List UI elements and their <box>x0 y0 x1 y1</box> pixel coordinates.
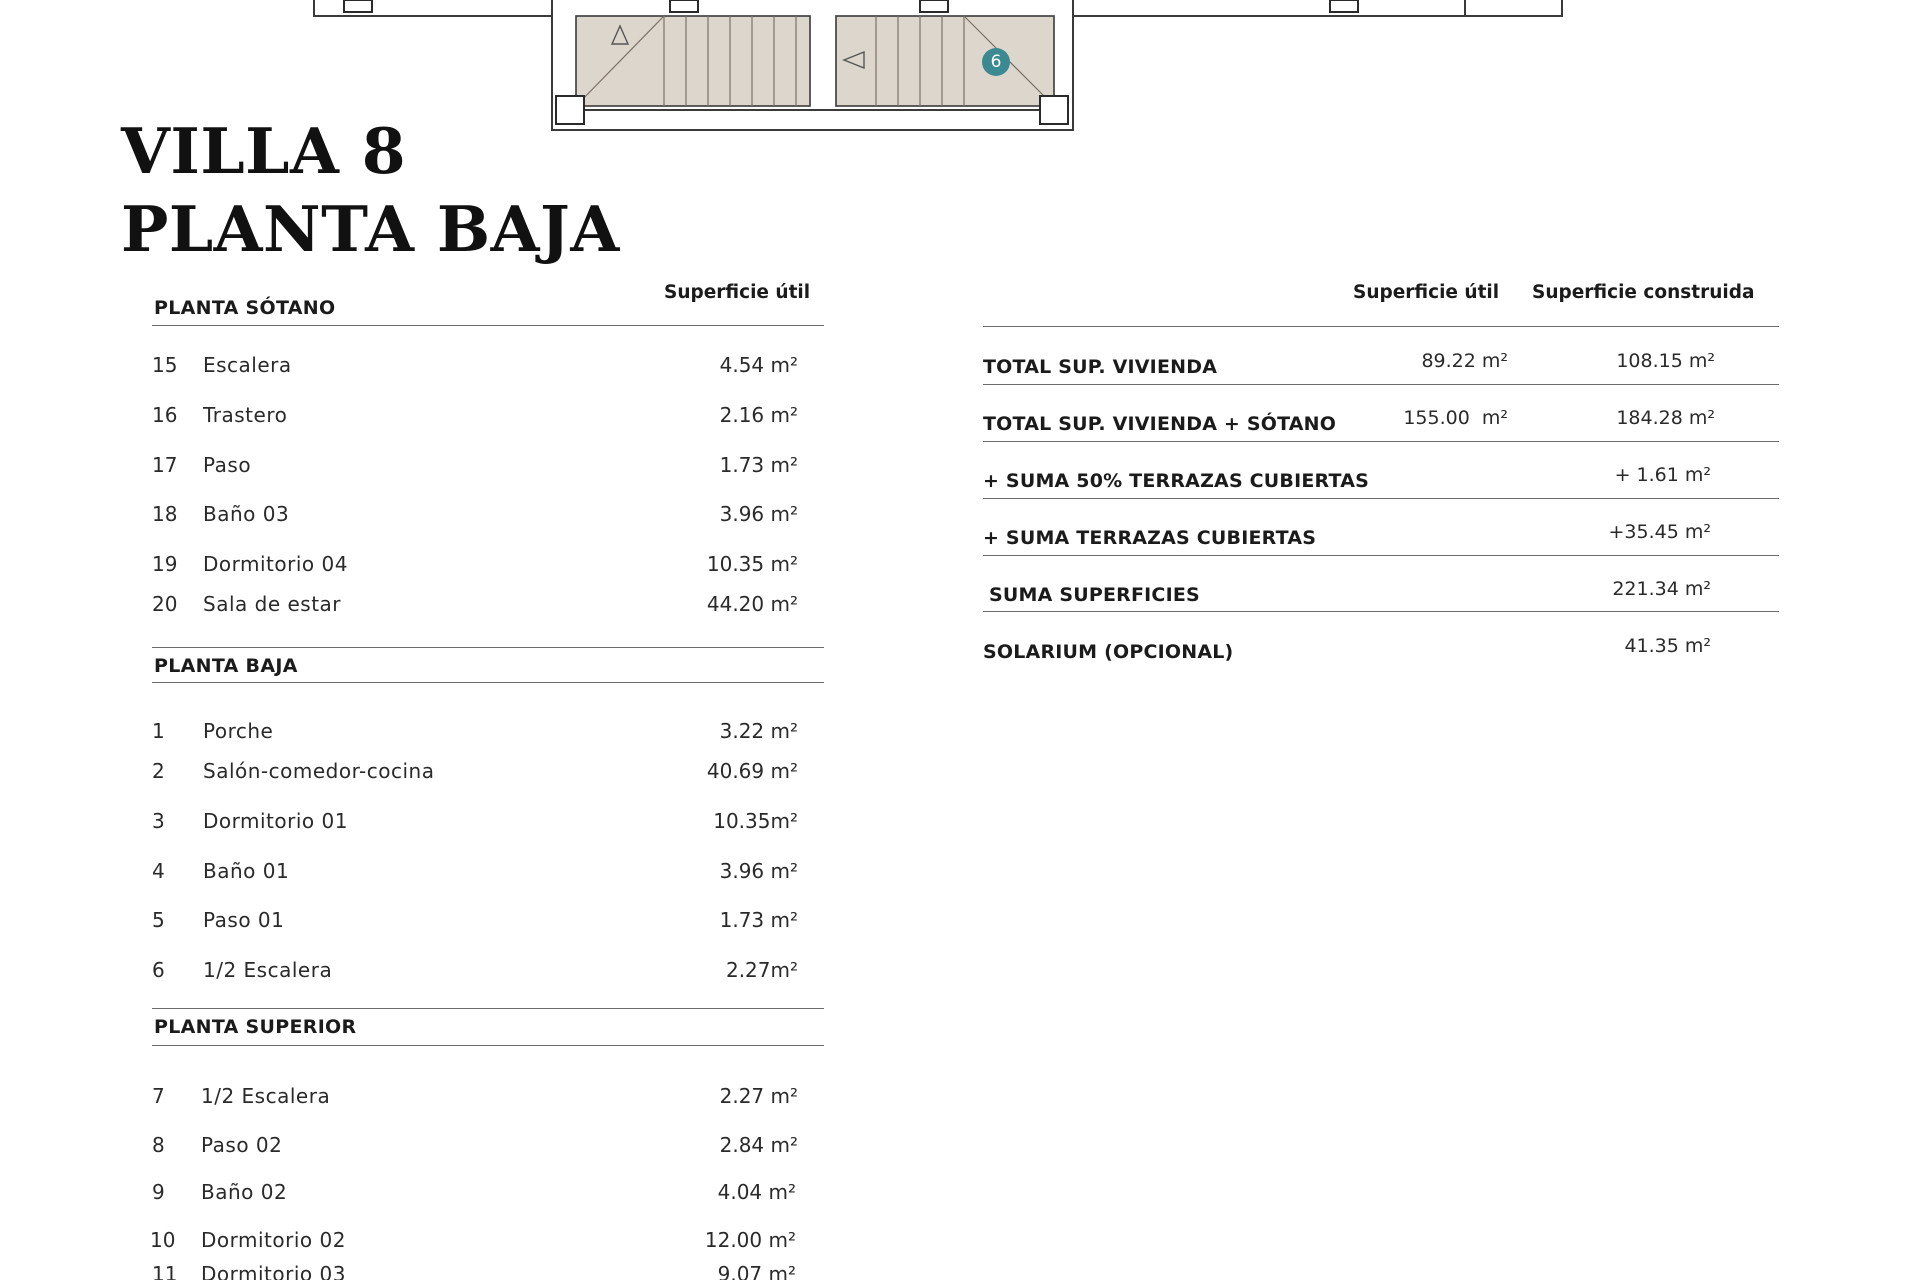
divider <box>983 441 1779 442</box>
room-area: 2.84 m² <box>719 1133 798 1157</box>
title-line-1: VILLA 8 <box>121 114 407 188</box>
section-title-sotano: PLANTA SÓTANO <box>154 297 336 319</box>
room-number: 7 <box>152 1084 165 1108</box>
room-name: Dormitorio 02 <box>201 1228 346 1252</box>
room-area: 44.20 m² <box>706 592 798 616</box>
room-name: Dormitorio 03 <box>201 1262 346 1280</box>
room-area: 3.96 m² <box>719 859 798 883</box>
room-area: 3.22 m² <box>719 719 798 743</box>
room-name: Sala de estar <box>203 592 342 616</box>
room-area: 10.35m² <box>713 809 798 833</box>
room-number: 1 <box>152 719 165 743</box>
total-util: 89.22 m² <box>1421 350 1508 372</box>
divider <box>152 325 824 326</box>
plan-column <box>344 0 372 12</box>
divider <box>983 611 1779 612</box>
room-area: 2.27m² <box>725 958 798 982</box>
room-number: 19 <box>152 552 178 576</box>
room-number: 2 <box>152 759 165 783</box>
section-title-superior: PLANTA SUPERIOR <box>154 1016 357 1038</box>
room-area: 3.96 m² <box>719 502 798 526</box>
stair-number-badge: 6 <box>982 48 1010 76</box>
plan-stair-right <box>836 16 1054 106</box>
room-name: Escalera <box>203 353 292 377</box>
room-area: 10.35 m² <box>706 552 798 576</box>
total-construida: 41.35 m² <box>1624 635 1711 657</box>
plan-outer-wall-right <box>1073 0 1562 16</box>
room-number: 15 <box>152 353 178 377</box>
total-label: TOTAL SUP. VIVIENDA <box>983 356 1218 378</box>
room-number: 17 <box>152 453 178 477</box>
room-area: 1.73 m² <box>719 908 798 932</box>
total-construida: 184.28 m² <box>1616 407 1715 429</box>
divider <box>152 647 824 648</box>
divider <box>152 1008 824 1009</box>
totals-header-construida: Superficie construida <box>1532 282 1755 303</box>
total-construida: +35.45 m² <box>1608 521 1711 543</box>
room-number: 11 <box>152 1262 178 1280</box>
rooms-column-header: Superficie útil <box>664 282 811 303</box>
room-number: 9 <box>152 1180 165 1204</box>
plan-stair-left <box>576 16 810 106</box>
room-name: Baño 02 <box>201 1180 288 1204</box>
room-number: 18 <box>152 502 178 526</box>
room-number: 10 <box>150 1228 176 1252</box>
room-number: 8 <box>152 1133 165 1157</box>
room-area: 4.54 m² <box>719 353 798 377</box>
total-label: SOLARIUM (OPCIONAL) <box>983 641 1234 663</box>
section-title-baja: PLANTA BAJA <box>154 655 298 677</box>
page-title <box>121 112 620 268</box>
room-name: Paso 02 <box>201 1133 283 1157</box>
total-label: + SUMA TERRAZAS CUBIERTAS <box>983 527 1317 549</box>
table-row <box>0 1262 1920 1280</box>
total-label: SUMA SUPERFICIES <box>989 584 1200 606</box>
room-name: 1/2 Escalera <box>203 958 333 982</box>
room-area: 4.04 m² <box>717 1180 796 1204</box>
plan-column <box>670 0 698 12</box>
total-construida: 221.34 m² <box>1612 578 1711 600</box>
room-number: 6 <box>152 958 165 982</box>
room-area: 40.69 m² <box>706 759 798 783</box>
room-area: 12.00 m² <box>704 1228 796 1252</box>
divider <box>983 384 1779 385</box>
total-construida: 108.15 m² <box>1616 350 1715 372</box>
divider <box>983 326 1779 327</box>
divider <box>152 682 824 683</box>
room-area: 1.73 m² <box>719 453 798 477</box>
plan-column <box>920 0 948 12</box>
room-name: Dormitorio 01 <box>203 809 348 833</box>
room-number: 20 <box>152 592 178 616</box>
totals-header-util: Superficie útil <box>1353 282 1500 303</box>
title-line-2: PLANTA BAJA <box>121 192 620 266</box>
total-util: 155.00 m² <box>1403 407 1508 429</box>
total-label: TOTAL SUP. VIVIENDA + SÓTANO <box>983 413 1337 435</box>
room-name: Paso 01 <box>203 908 285 932</box>
room-area: 2.16 m² <box>719 403 798 427</box>
room-number: 5 <box>152 908 165 932</box>
room-name: Baño 01 <box>203 859 290 883</box>
room-name: Salón-comedor-cocina <box>203 759 435 783</box>
divider <box>983 498 1779 499</box>
room-area: 2.27 m² <box>719 1084 798 1108</box>
room-name: Dormitorio 04 <box>203 552 348 576</box>
room-number: 4 <box>152 859 165 883</box>
room-name: Trastero <box>203 403 288 427</box>
plan-column <box>1330 0 1358 12</box>
room-name: Baño 03 <box>203 502 290 526</box>
room-name: Porche <box>203 719 274 743</box>
divider <box>983 555 1779 556</box>
room-name: 1/2 Escalera <box>201 1084 331 1108</box>
room-name: Paso <box>203 453 252 477</box>
room-number: 3 <box>152 809 165 833</box>
room-number: 16 <box>152 403 178 427</box>
room-area: 9.07 m² <box>717 1262 796 1280</box>
divider <box>152 1045 824 1046</box>
plan-column <box>1040 96 1068 124</box>
total-construida: + 1.61 m² <box>1614 464 1711 486</box>
total-label: + SUMA 50% TERRAZAS CUBIERTAS <box>983 470 1370 492</box>
